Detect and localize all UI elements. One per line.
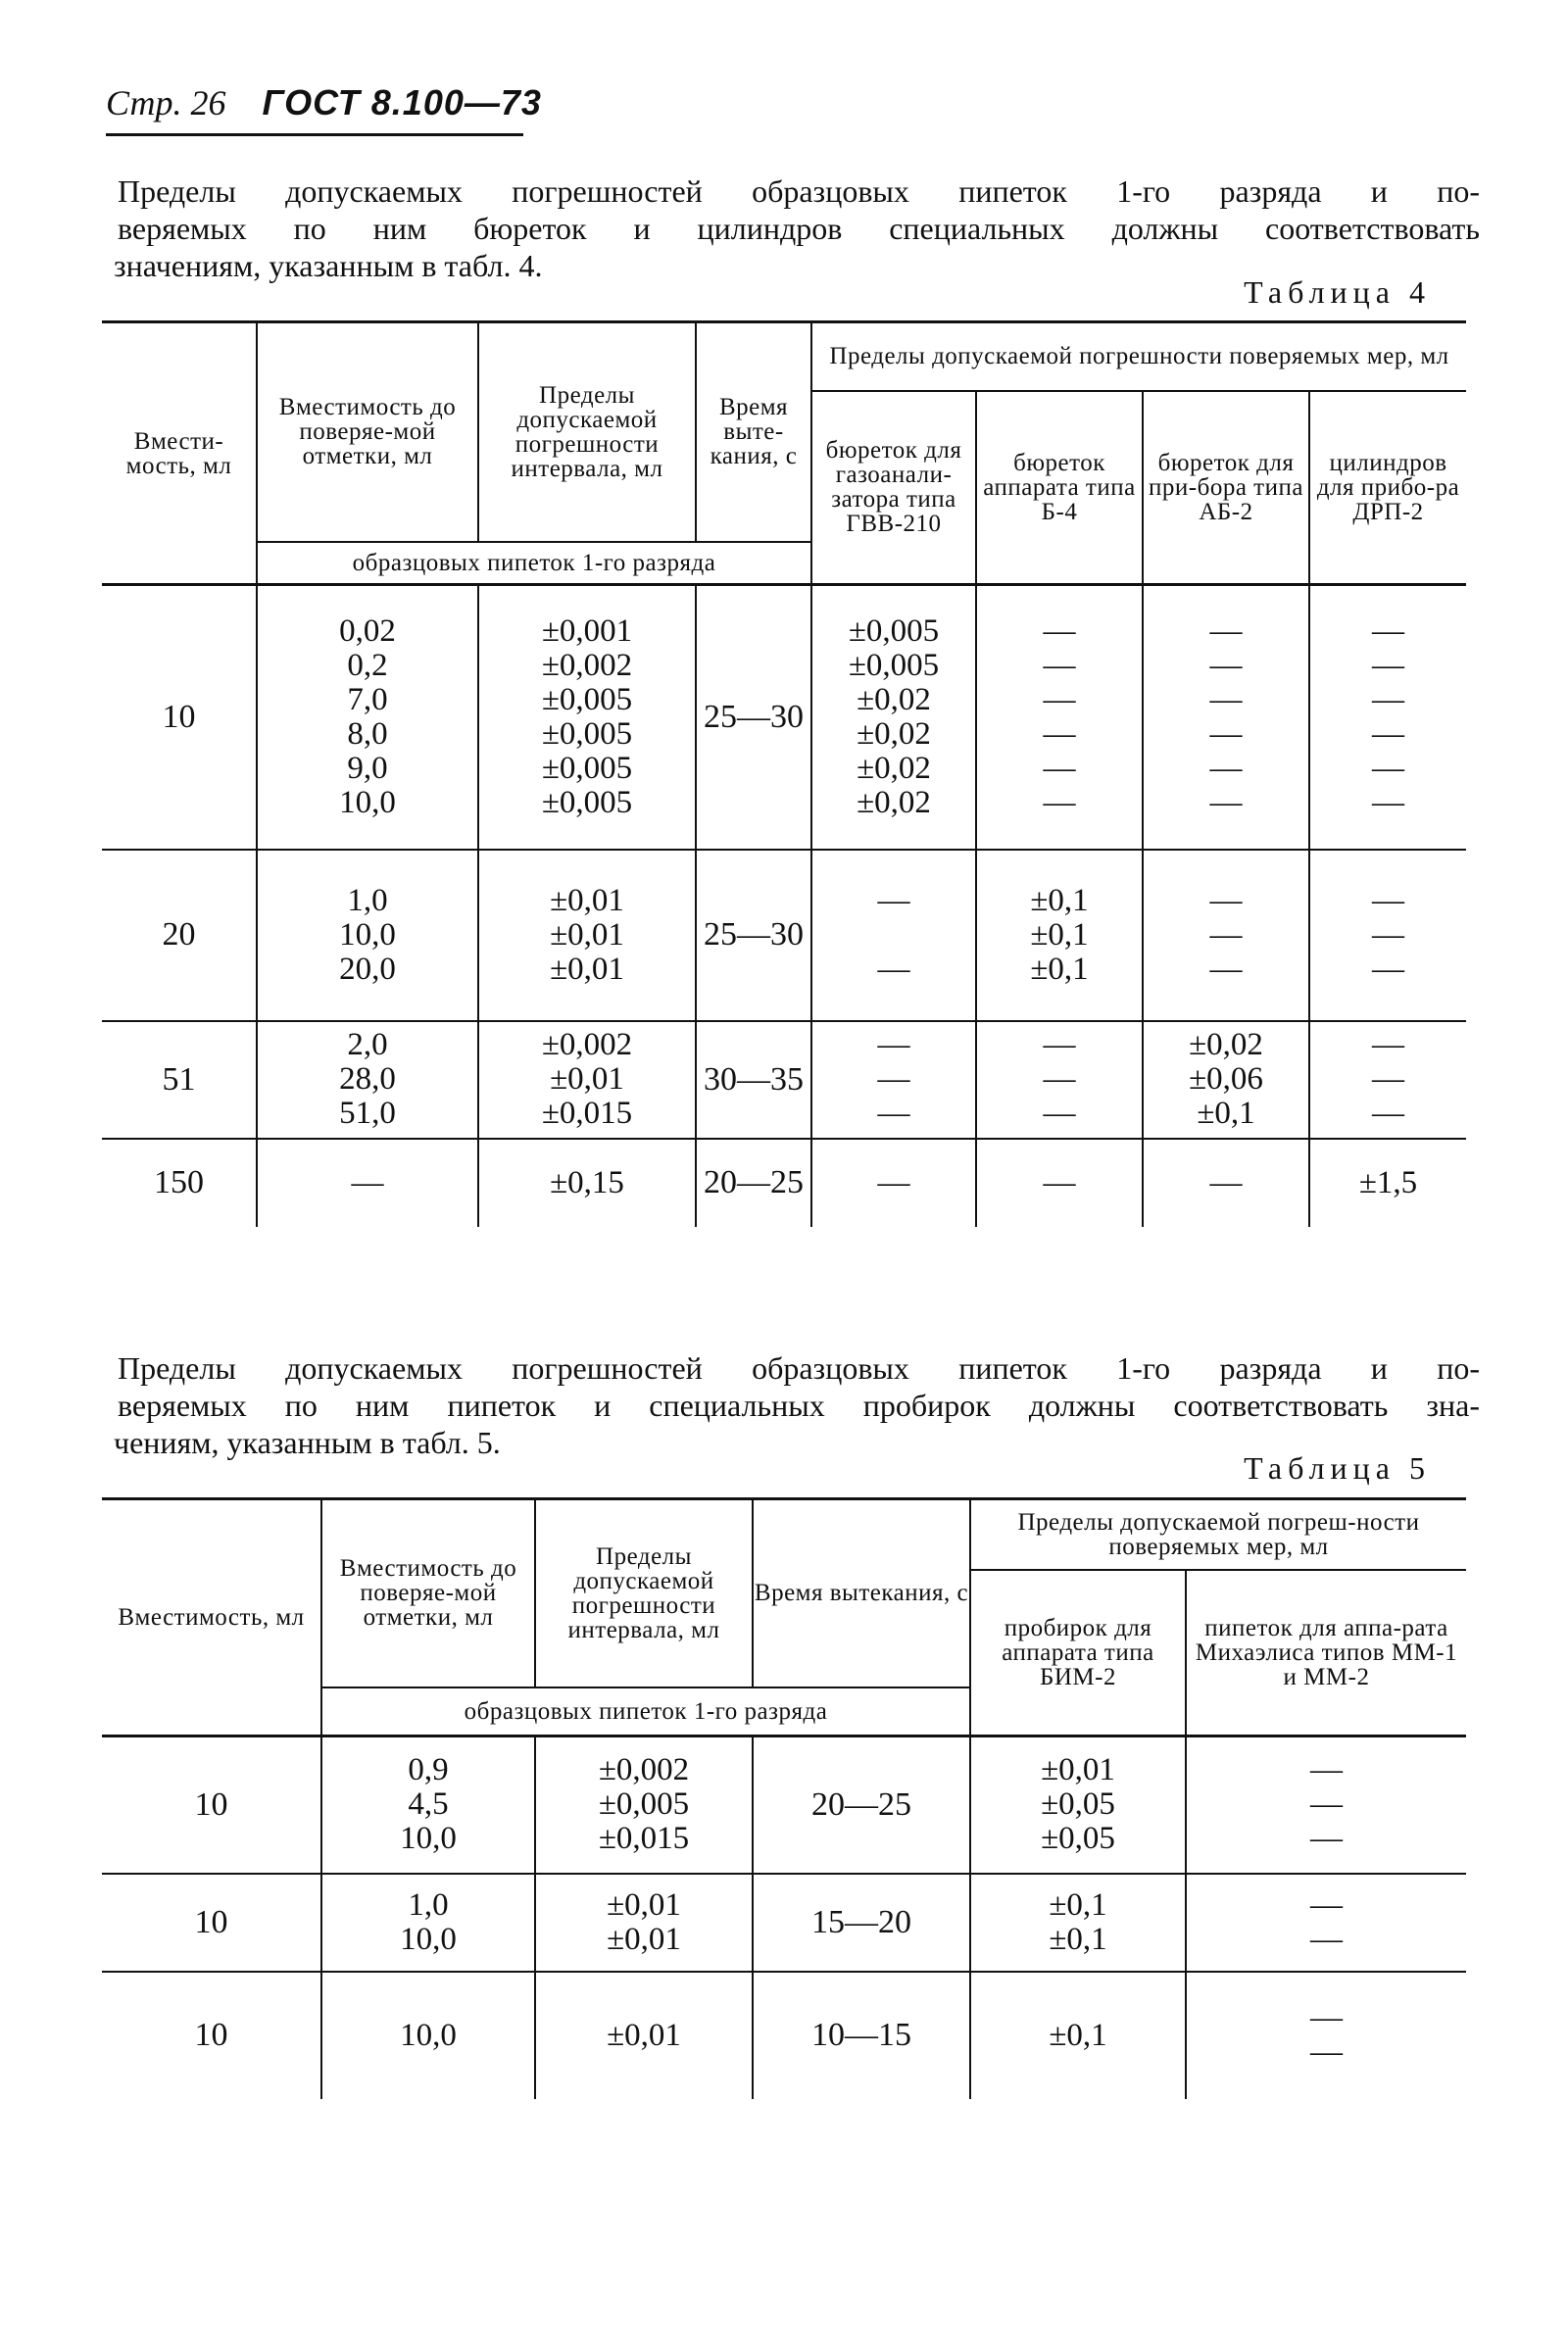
table-value: — (1372, 681, 1404, 717)
capacity-cell: 51 (102, 1021, 257, 1139)
tested-limit-cell (811, 1139, 976, 1227)
table-value: ±0,05 (1041, 1821, 1115, 1857)
tested-limit-cell (1143, 1139, 1309, 1227)
table-value: 0,2 (347, 647, 388, 683)
table-value: ±0,005 (541, 681, 633, 717)
capacity-cell: 10 (102, 1736, 321, 1874)
interval-limit-cell (535, 1972, 753, 2099)
table-value: ±0,001 (541, 612, 633, 649)
table-value: ±0,005 (541, 715, 633, 752)
header-rule (106, 133, 523, 136)
table-value: — (1209, 784, 1243, 820)
table-value: 51,0 (339, 1096, 396, 1131)
table-value: — (1043, 1061, 1076, 1097)
flow-time-cell: 20—25 (753, 1736, 970, 1874)
capacity-cell: 10 (102, 1874, 321, 1972)
header-pipettes-michaelis: пипеток для аппа-рата Михаэлиса типов ММ-1 и ММ-2 (1186, 1570, 1466, 1736)
table-value: ±0,02 (857, 715, 931, 752)
table-value: ±0,01 (550, 1061, 624, 1097)
table-value: ±0,1 (1049, 1921, 1107, 1957)
interval-limit-cell (478, 850, 696, 1021)
paragraph-line: Пределы допускаемых погрешностей образцовых пипеток 1-го разряда и по- (118, 1350, 1480, 1386)
tested-limit-cell (970, 1736, 1186, 1874)
table-value: — (1310, 2000, 1343, 2035)
table-value: 10,0 (339, 784, 396, 820)
tested-limit-cell (1309, 1021, 1466, 1139)
table-value: ±0,1 (1030, 951, 1089, 987)
table-value: — (1043, 681, 1076, 717)
table-value: ±0,02 (857, 750, 931, 786)
interval-limit-cell (478, 1139, 696, 1227)
tested-limit-cell (1143, 585, 1309, 850)
table-value: — (1310, 1921, 1343, 1957)
table-value: ±0,005 (541, 750, 633, 786)
table-value: ±0,01 (607, 2017, 681, 2053)
table-value: — (351, 1164, 384, 1200)
table-value: ±0,02 (1189, 1027, 1263, 1062)
table-value: 10,0 (400, 2017, 457, 2053)
table-value: — (1310, 2034, 1343, 2070)
table-value: — (877, 1027, 910, 1062)
table-value: ±0,002 (541, 1027, 633, 1062)
flow-time-cell: 10—15 (753, 1972, 970, 2099)
interval-limit-cell (478, 1021, 696, 1139)
table-5-caption: Таблица 5 (1244, 1450, 1431, 1486)
table-value: 2,0 (347, 1027, 388, 1062)
table-value: ±0,01 (607, 1886, 681, 1923)
header-burettes-b4: бюреток аппарата типа Б-4 (976, 391, 1143, 585)
table-value: ±0,015 (598, 1821, 690, 1857)
page-number: Стр. 26 (106, 83, 226, 122)
table-value: 7,0 (347, 681, 388, 717)
table-value: 1,0 (347, 882, 388, 918)
header-capacity: Вместимость, мл (102, 1499, 321, 1736)
table-value (812, 918, 975, 953)
table-value: — (1209, 951, 1243, 987)
table-value: — (1372, 750, 1404, 786)
mark-capacity-cell (321, 1736, 535, 1874)
table-value: — (1372, 1061, 1404, 1097)
table-row (102, 1736, 1466, 1874)
table-value: ±0,015 (541, 1096, 633, 1131)
tested-limit-cell (811, 1021, 976, 1139)
table-value: — (1209, 681, 1243, 717)
capacity-cell: 10 (102, 585, 257, 850)
header-flow-time: Время вытекания, с (753, 1499, 970, 1687)
tested-limit-cell (1309, 1139, 1466, 1227)
table-value: 28,0 (339, 1061, 396, 1097)
table-value: ±0,005 (598, 1786, 690, 1823)
table-value: ±0,02 (857, 681, 931, 717)
table-value: — (1310, 1786, 1343, 1823)
tested-limit-cell (1309, 850, 1466, 1021)
table-value: ±0,01 (1041, 1752, 1115, 1788)
paragraph-2 (114, 1349, 1480, 1461)
table-value: 1,0 (408, 1886, 449, 1923)
table-value: — (1043, 1096, 1076, 1131)
paragraph-1 (114, 172, 1480, 284)
table-value: — (1043, 1164, 1076, 1200)
table-value: — (1043, 647, 1076, 683)
table-value: — (1209, 916, 1243, 953)
table-value: ±0,01 (550, 916, 624, 953)
table-value: — (1043, 750, 1076, 786)
flow-time-cell: 20—25 (696, 1139, 811, 1227)
table-value: ±0,01 (607, 1921, 681, 1957)
table-value: ±0,002 (598, 1752, 690, 1788)
table-value: 10,0 (400, 1921, 457, 1957)
tested-limit-cell (1186, 1874, 1466, 1972)
header-to-mark: Вместимость до поверяе-мой отметки, мл (321, 1499, 535, 1687)
table-value: — (1372, 715, 1404, 752)
header-cylinders-drp2: цилиндров для прибо-ра ДРП-2 (1309, 391, 1466, 585)
table-row (102, 1972, 1466, 2099)
table-row (102, 1021, 1466, 1139)
table-value: — (1209, 715, 1243, 752)
table-value: ±0,15 (550, 1164, 624, 1200)
table-value: — (1043, 612, 1076, 649)
table-value: 10,0 (339, 916, 396, 953)
table-value: ±0,1 (1049, 2017, 1107, 2053)
table-value: — (1372, 784, 1404, 820)
mark-capacity-cell (257, 1021, 478, 1139)
table-value: ±0,005 (541, 784, 633, 820)
table-value: ±0,01 (550, 882, 624, 918)
mark-capacity-cell (257, 1139, 478, 1227)
table-value: ±0,06 (1189, 1061, 1263, 1097)
table-value: — (1043, 715, 1076, 752)
mark-capacity-cell (321, 1972, 535, 2099)
table-row (102, 850, 1466, 1021)
header-reference-pipettes: образцовых пипеток 1-го разряда (257, 542, 811, 585)
paragraph-line: чениям, указанным в табл. 5. (114, 1425, 501, 1460)
table-value: — (1310, 1886, 1343, 1923)
table-value: — (1209, 647, 1243, 683)
header-tubes-bim2: пробирок для аппарата типа БИМ-2 (970, 1570, 1186, 1736)
interval-limit-cell (478, 585, 696, 850)
capacity-cell: 150 (102, 1139, 257, 1227)
table-value: — (1209, 750, 1243, 786)
table-value: ±0,02 (857, 784, 931, 820)
capacity-cell: 20 (102, 850, 257, 1021)
mark-capacity-cell (257, 850, 478, 1021)
table-value: — (1209, 1164, 1243, 1200)
flow-time-cell: 25—30 (696, 585, 811, 850)
table-value: — (877, 1096, 910, 1131)
header-reference-pipettes: образцовых пипеток 1-го разряда (321, 1687, 970, 1736)
table-value: — (1310, 1821, 1343, 1857)
table-value: — (1372, 916, 1404, 953)
capacity-cell: 10 (102, 1972, 321, 2099)
table-value: 20,0 (339, 951, 396, 987)
table-value: — (1043, 784, 1076, 820)
table-value: ±0,1 (1197, 1096, 1255, 1131)
table-value: — (877, 951, 910, 987)
table-value: 0,9 (408, 1752, 449, 1788)
table-value: ±1,5 (1358, 1164, 1418, 1200)
header-tested-measures-group: Пределы допускаемой погрешности поверяемых мер, мл (811, 322, 1466, 391)
paragraph-line: веряемых по ним пипеток и специальных пробирок должны соответствовать зна- (118, 1388, 1480, 1423)
tested-limit-cell (976, 1139, 1143, 1227)
standard-code: ГОСТ 8.100—73 (262, 82, 542, 122)
paragraph-line: значениям, указанным в табл. 4. (114, 248, 543, 283)
table-value: ±0,005 (848, 647, 940, 683)
flow-time-cell: 25—30 (696, 850, 811, 1021)
table-value: ±0,01 (550, 951, 624, 987)
table-value: ±0,1 (1049, 1886, 1107, 1923)
tested-limit-cell (1309, 585, 1466, 850)
tested-limit-cell (976, 1021, 1143, 1139)
tested-limit-cell (976, 850, 1143, 1021)
paragraph-line: Пределы допускаемых погрешностей образцовых пипеток 1-го разряда и по- (118, 173, 1480, 209)
table-value: ±0,1 (1030, 916, 1089, 953)
tested-limit-cell (1143, 1021, 1309, 1139)
tested-limit-cell (1143, 850, 1309, 1021)
table-value: 0,02 (339, 612, 396, 649)
header-tested-measures-group: Пределы допускаемой погреш-ности поверяемых мер, мл (970, 1499, 1466, 1570)
interval-limit-cell (535, 1736, 753, 1874)
table-value: — (1209, 612, 1243, 649)
flow-time-cell: 15—20 (753, 1874, 970, 1972)
table-value: 4,5 (408, 1786, 449, 1823)
table-value: 8,0 (347, 715, 388, 752)
table-value: — (1209, 882, 1243, 918)
tested-limit-cell (811, 850, 976, 1021)
table-4 (102, 320, 1466, 1227)
table-row (102, 585, 1466, 850)
interval-limit-cell (535, 1874, 753, 1972)
table-value: — (1043, 1027, 1076, 1062)
table-value: — (877, 1061, 910, 1097)
table-row (102, 1139, 1466, 1227)
table-value: ±0,002 (541, 647, 633, 683)
header-interval-limits: Пределы допускаемой погрешности интервала, мл (535, 1499, 753, 1687)
header-to-mark: Вместимость до поверяе-мой отметки, мл (257, 322, 478, 542)
table-value: — (1310, 1752, 1343, 1788)
header-burettes-gvv210: бюреток для газоанали-затора типа ГВВ-210 (811, 391, 976, 585)
tested-limit-cell (970, 1874, 1186, 1972)
table-row (102, 1874, 1466, 1972)
paragraph-line: веряемых по ним бюреток и цилиндров специальных должны соответствовать (118, 211, 1480, 246)
tested-limit-cell (976, 585, 1143, 850)
table-value: — (1372, 1096, 1404, 1131)
table-value: 10,0 (400, 1821, 457, 1857)
header-burettes-ab2: бюреток для при-бора типа АБ-2 (1143, 391, 1309, 585)
table-value: ±0,05 (1041, 1786, 1115, 1823)
table-value: 9,0 (347, 750, 388, 786)
tested-limit-cell (1186, 1972, 1466, 2099)
page-header (106, 82, 542, 123)
table-value: — (1372, 1027, 1404, 1062)
table-value: — (1372, 612, 1404, 649)
table-value: ±0,005 (848, 612, 940, 649)
table-4-caption: Таблица 4 (1244, 274, 1431, 310)
table-5 (102, 1497, 1466, 2099)
table-value: — (1372, 951, 1404, 987)
flow-time-cell: 30—35 (696, 1021, 811, 1139)
mark-capacity-cell (321, 1874, 535, 1972)
table-value: — (1372, 882, 1404, 918)
header-capacity: Вмести-мость, мл (102, 322, 257, 585)
table-value: — (877, 882, 910, 918)
table-value: ±0,1 (1030, 882, 1089, 918)
tested-limit-cell (811, 585, 976, 850)
header-interval-limits: Пределы допускаемой погрешности интервала, мл (478, 322, 696, 542)
tested-limit-cell (970, 1972, 1186, 2099)
mark-capacity-cell (257, 585, 478, 850)
table-value: — (877, 1164, 910, 1200)
tested-limit-cell (1186, 1736, 1466, 1874)
table-value: — (1372, 647, 1404, 683)
header-flow-time: Время выте-кания, с (696, 322, 811, 542)
